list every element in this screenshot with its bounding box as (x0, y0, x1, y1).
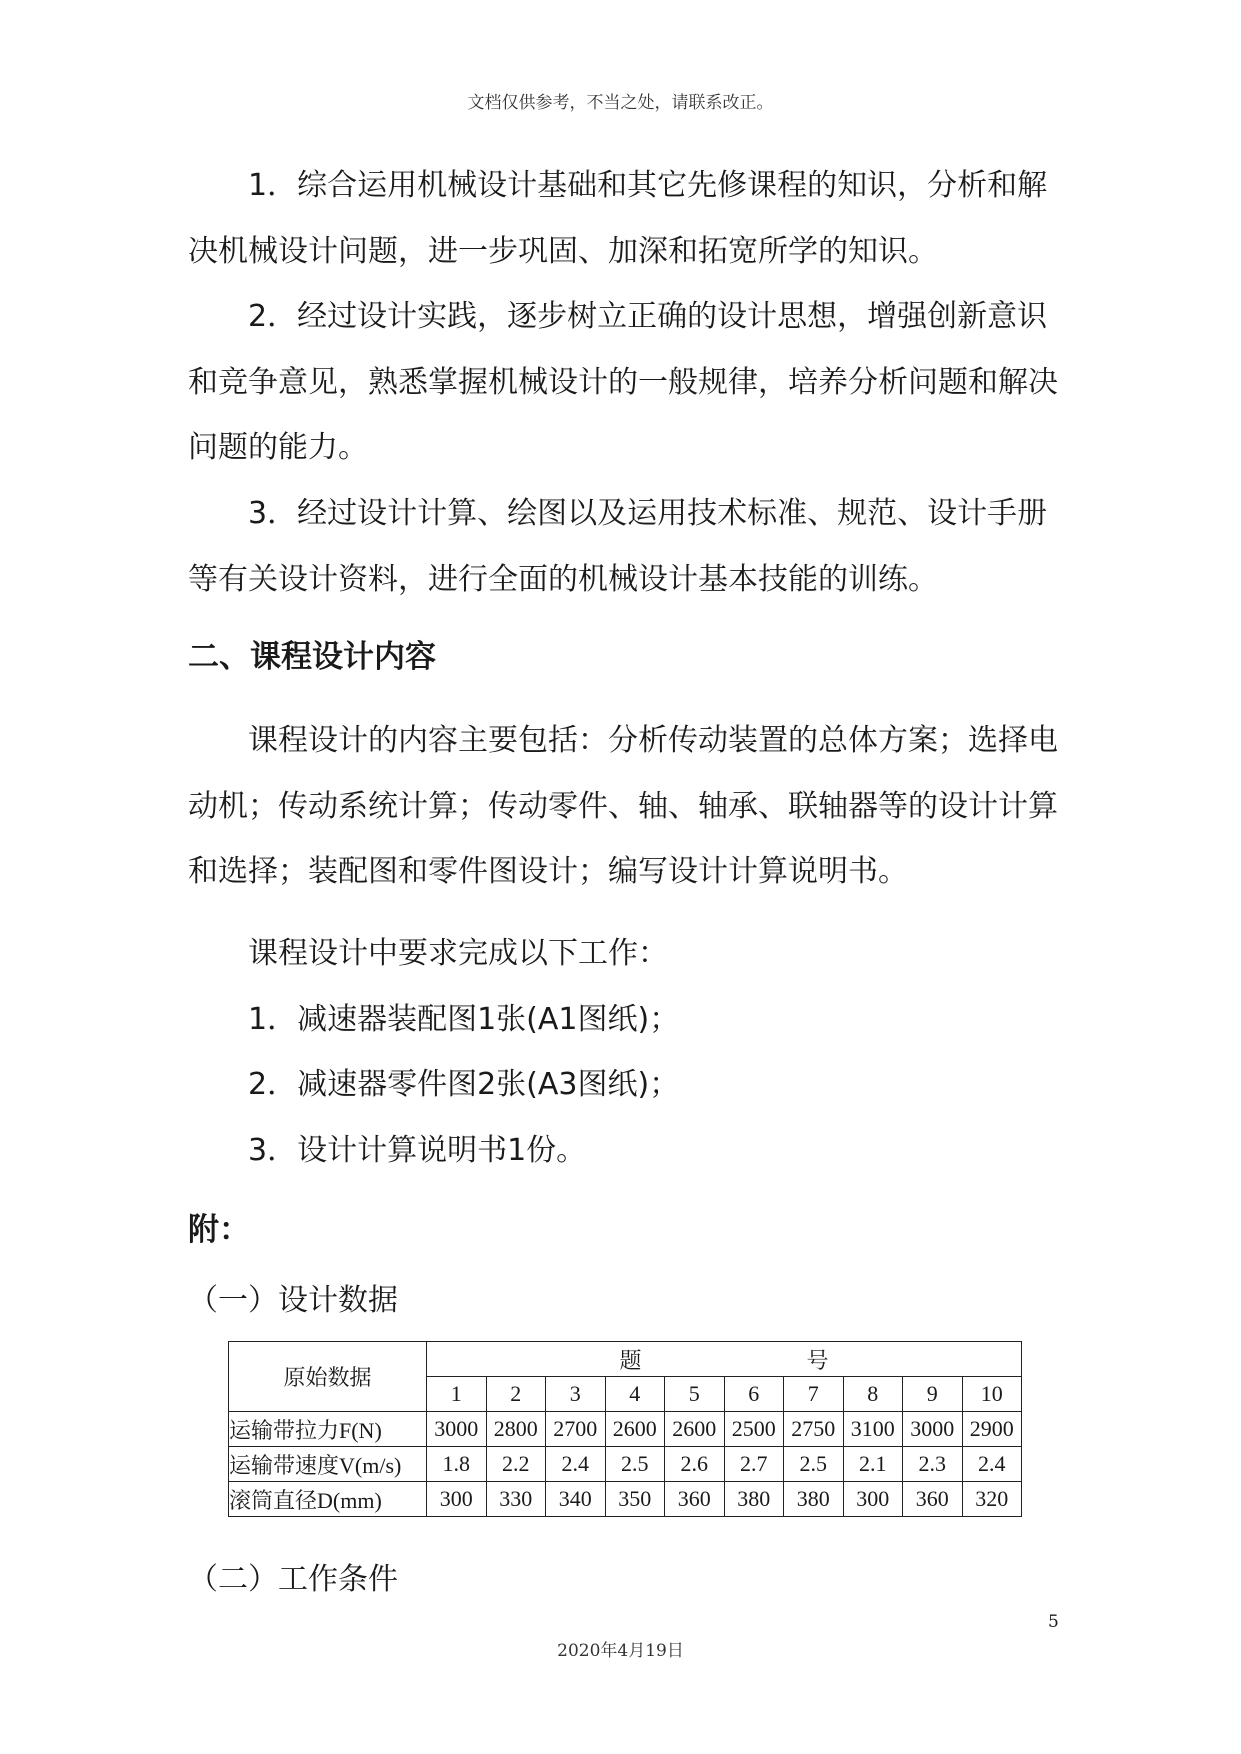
table-cell: 2.2 (486, 1447, 546, 1482)
content-paragraph: 课程设计的内容主要包括：分析传动装置的总体方案；选择电动机；传动系统计算；传动零件、轴、轴承、联轴器等的设计计算和选择；装配图和零件图设计；编写设计计算说明书。 (188, 723, 1058, 889)
table-cell: 1.8 (427, 1447, 487, 1482)
column-header: 5 (665, 1377, 725, 1412)
row-label: 滚筒直径D(mm) (229, 1482, 427, 1517)
column-header: 1 (427, 1377, 487, 1412)
requirement-item-3: 3．设计计算说明书1份。 (248, 1133, 587, 1168)
table-cell: 340 (546, 1482, 606, 1517)
requirement-item-1: 1．减速器装配图1张(A1图纸)； (248, 1002, 680, 1037)
table-cell: 3000 (427, 1412, 487, 1447)
column-header: 2 (486, 1377, 546, 1412)
table-cell: 320 (962, 1482, 1022, 1517)
table-cell: 360 (665, 1482, 725, 1517)
table-cell: 3000 (903, 1412, 963, 1447)
section-heading-content: 二、课程设计内容 (188, 639, 436, 675)
work-conditions-subheading: （二）工作条件 (188, 1562, 398, 1597)
table-cell: 350 (605, 1482, 665, 1517)
table-group-header (427, 1342, 1022, 1377)
group-header-right: 号 (806, 1347, 829, 1373)
objective-paragraph-1: 1．综合运用机械设计基础和其它先修课程的知识，分析和解决机械设计问题，进一步巩固、加深和拓宽所学的知识。 (188, 168, 1048, 269)
table-cell: 2.4 (962, 1447, 1022, 1482)
column-header: 7 (784, 1377, 844, 1412)
table-cell: 380 (724, 1482, 784, 1517)
design-data-subheading: （一）设计数据 (188, 1283, 398, 1318)
table-row (229, 1412, 1022, 1447)
table-row (229, 1447, 1022, 1482)
table-row (229, 1482, 1022, 1517)
requirement-item-2: 2．减速器零件图2张(A3图纸)； (248, 1067, 680, 1102)
objective-paragraph-2: 2．经过设计实践，逐步树立正确的设计思想，增强创新意识和竞争意见，熟悉掌握机械设计的一般规律，培养分析问题和解决问题的能力。 (188, 299, 1058, 465)
table-cell: 2600 (665, 1412, 725, 1447)
table-cell: 380 (784, 1482, 844, 1517)
table-cell: 2700 (546, 1412, 606, 1447)
page-header: 文档仅供参考，不当之处，请联系改正。 (467, 93, 774, 113)
table-cell: 360 (903, 1482, 963, 1517)
column-header: 3 (546, 1377, 606, 1412)
table-cell: 2.7 (724, 1447, 784, 1482)
table-cell: 2.5 (605, 1447, 665, 1482)
table-cell: 2500 (724, 1412, 784, 1447)
page-number: 5 (1048, 1612, 1059, 1632)
appendix-heading: 附： (188, 1212, 250, 1248)
page-footer-date: 2020年4月19日 (557, 1641, 684, 1661)
table-header-row (229, 1342, 1022, 1377)
table-cell: 2600 (605, 1412, 665, 1447)
table-corner-cell: 原始数据 (229, 1342, 427, 1412)
column-header: 6 (724, 1377, 784, 1412)
table-cell: 300 (843, 1482, 903, 1517)
row-label: 运输带拉力F(N) (229, 1412, 427, 1447)
objective-paragraph-3: 3．经过设计计算、绘图以及运用技术标准、规范、设计手册等有关设计资料，进行全面的机械设计基本技能的训练。 (188, 496, 1048, 597)
row-label: 运输带速度V(m/s) (229, 1447, 427, 1482)
table-cell: 300 (427, 1482, 487, 1517)
column-header: 8 (843, 1377, 903, 1412)
table-cell: 2.4 (546, 1447, 606, 1482)
table-cell: 2.1 (843, 1447, 903, 1482)
table-cell: 330 (486, 1482, 546, 1517)
table-cell: 2800 (486, 1412, 546, 1447)
table-cell: 2.3 (903, 1447, 963, 1482)
requirement-intro: 课程设计中要求完成以下工作： (248, 936, 668, 971)
table-cell: 2.6 (665, 1447, 725, 1482)
table-cell: 2900 (962, 1412, 1022, 1447)
design-data-table (228, 1341, 1022, 1517)
group-header-left: 题 (619, 1347, 642, 1373)
table-cell: 2750 (784, 1412, 844, 1447)
column-header: 4 (605, 1377, 665, 1412)
column-header: 9 (903, 1377, 963, 1412)
table-cell: 3100 (843, 1412, 903, 1447)
table-cell: 2.5 (784, 1447, 844, 1482)
column-header: 10 (962, 1377, 1022, 1412)
